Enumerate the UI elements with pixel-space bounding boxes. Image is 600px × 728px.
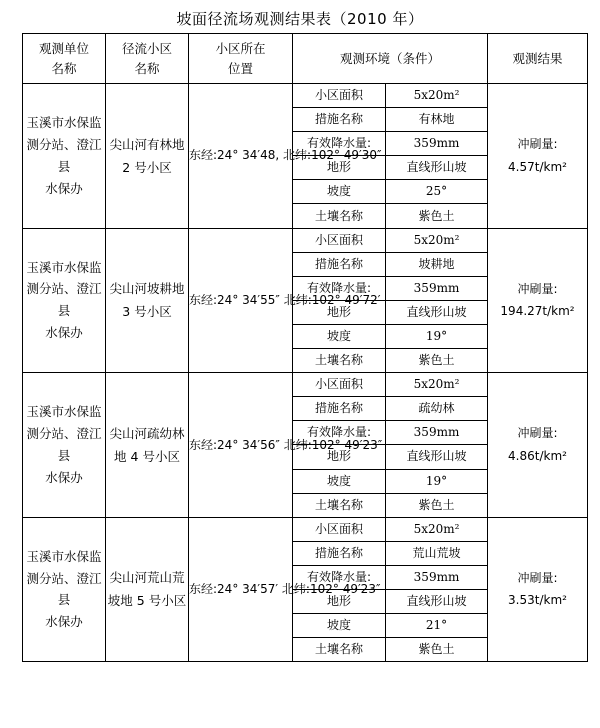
unit-cell: 玉溪市水保监 测分站、澄江县 水保办: [23, 84, 106, 229]
header-result: 观测结果: [488, 34, 588, 84]
location-cell: 东经:24° 34′57′ 北纬:102° 49′23″: [189, 517, 293, 662]
location-cell: 东经:24° 34′56″ 北纬:102° 49′23″: [189, 373, 293, 518]
unit-cell: 玉溪市水保监 测分站、澄江县 水保办: [23, 517, 106, 662]
condition-label: 有效降水量:: [293, 565, 386, 589]
condition-label: 地形: [293, 445, 386, 469]
location-cell: 东经:24° 34′55″ 北纬:102° 49′72′: [189, 228, 293, 373]
plot-name-cell: 尖山河疏幼林 地 4 号小区: [106, 373, 189, 518]
header-location: 小区所在 位置: [189, 34, 293, 84]
condition-value: 19°: [386, 469, 488, 493]
location-cell: 东经:24° 34′48, 北纬:102° 49′30″: [189, 84, 293, 229]
table-row: [23, 517, 588, 541]
condition-label: 土壤名称: [293, 204, 386, 228]
condition-value: 直线形山坡: [386, 445, 488, 469]
condition-value: 直线形山坡: [386, 156, 488, 180]
condition-label: 措施名称: [293, 541, 386, 565]
condition-label: 土壤名称: [293, 638, 386, 662]
condition-value: 紫色土: [386, 349, 488, 373]
table-title: 坡面径流场观测结果表（2010 年）: [176, 10, 424, 28]
condition-label: 坡度: [293, 614, 386, 638]
condition-label: 有效降水量:: [293, 276, 386, 300]
condition-value: 19°: [386, 324, 488, 348]
header-row: [23, 34, 588, 84]
result-cell: 冲刷量: 3.53t/km²: [488, 517, 588, 662]
condition-label: 坡度: [293, 469, 386, 493]
plot-name-cell: 尖山河荒山荒 坡地 5 号小区: [106, 517, 189, 662]
condition-value: 紫色土: [386, 638, 488, 662]
condition-label: 坡度: [293, 180, 386, 204]
condition-value: 359mm: [386, 565, 488, 589]
condition-value: 5x20m²: [386, 373, 488, 397]
condition-value: 21°: [386, 614, 488, 638]
unit-cell: 玉溪市水保监 测分站、澄江县 水保办: [23, 228, 106, 373]
condition-value: 5x20m²: [386, 84, 488, 108]
result-cell: 冲刷量: 194.27t/km²: [488, 228, 588, 373]
condition-label: 坡度: [293, 324, 386, 348]
condition-value: 359mm: [386, 276, 488, 300]
condition-label: 有效降水量:: [293, 132, 386, 156]
condition-value: 有林地: [386, 108, 488, 132]
condition-value: 直线形山坡: [386, 589, 488, 613]
condition-label: 小区面积: [293, 84, 386, 108]
result-cell: 冲刷量: 4.86t/km²: [488, 373, 588, 518]
condition-value: 荒山荒坡: [386, 541, 488, 565]
condition-value: 359mm: [386, 421, 488, 445]
results-table: [22, 33, 588, 662]
condition-label: 有效降水量:: [293, 421, 386, 445]
condition-value: 紫色土: [386, 493, 488, 517]
plot-name-cell: 尖山河坡耕地 3 号小区: [106, 228, 189, 373]
condition-label: 措施名称: [293, 108, 386, 132]
condition-label: 措施名称: [293, 397, 386, 421]
header-plot: 径流小区 名称: [106, 34, 189, 84]
condition-label: 小区面积: [293, 517, 386, 541]
condition-label: 小区面积: [293, 228, 386, 252]
condition-value: 直线形山坡: [386, 300, 488, 324]
condition-value: 坡耕地: [386, 252, 488, 276]
plot-name-cell: 尖山河有林地 2 号小区: [106, 84, 189, 229]
condition-value: 5x20m²: [386, 517, 488, 541]
condition-value: 359mm: [386, 132, 488, 156]
condition-value: 紫色土: [386, 204, 488, 228]
condition-value: 25°: [386, 180, 488, 204]
condition-value: 疏幼林: [386, 397, 488, 421]
condition-value: 5x20m²: [386, 228, 488, 252]
condition-label: 土壤名称: [293, 349, 386, 373]
unit-cell: 玉溪市水保监 测分站、澄江县 水保办: [23, 373, 106, 518]
result-cell: 冲刷量: 4.57t/km²: [488, 84, 588, 229]
table-row: [23, 373, 588, 397]
header-conditions: 观测环境（条件）: [293, 34, 488, 84]
table-row: [23, 228, 588, 252]
condition-label: 土壤名称: [293, 493, 386, 517]
condition-label: 地形: [293, 589, 386, 613]
header-unit: 观测单位 名称: [23, 34, 106, 84]
table-row: [23, 84, 588, 108]
condition-label: 措施名称: [293, 252, 386, 276]
condition-label: 小区面积: [293, 373, 386, 397]
condition-label: 地形: [293, 156, 386, 180]
condition-label: 地形: [293, 300, 386, 324]
